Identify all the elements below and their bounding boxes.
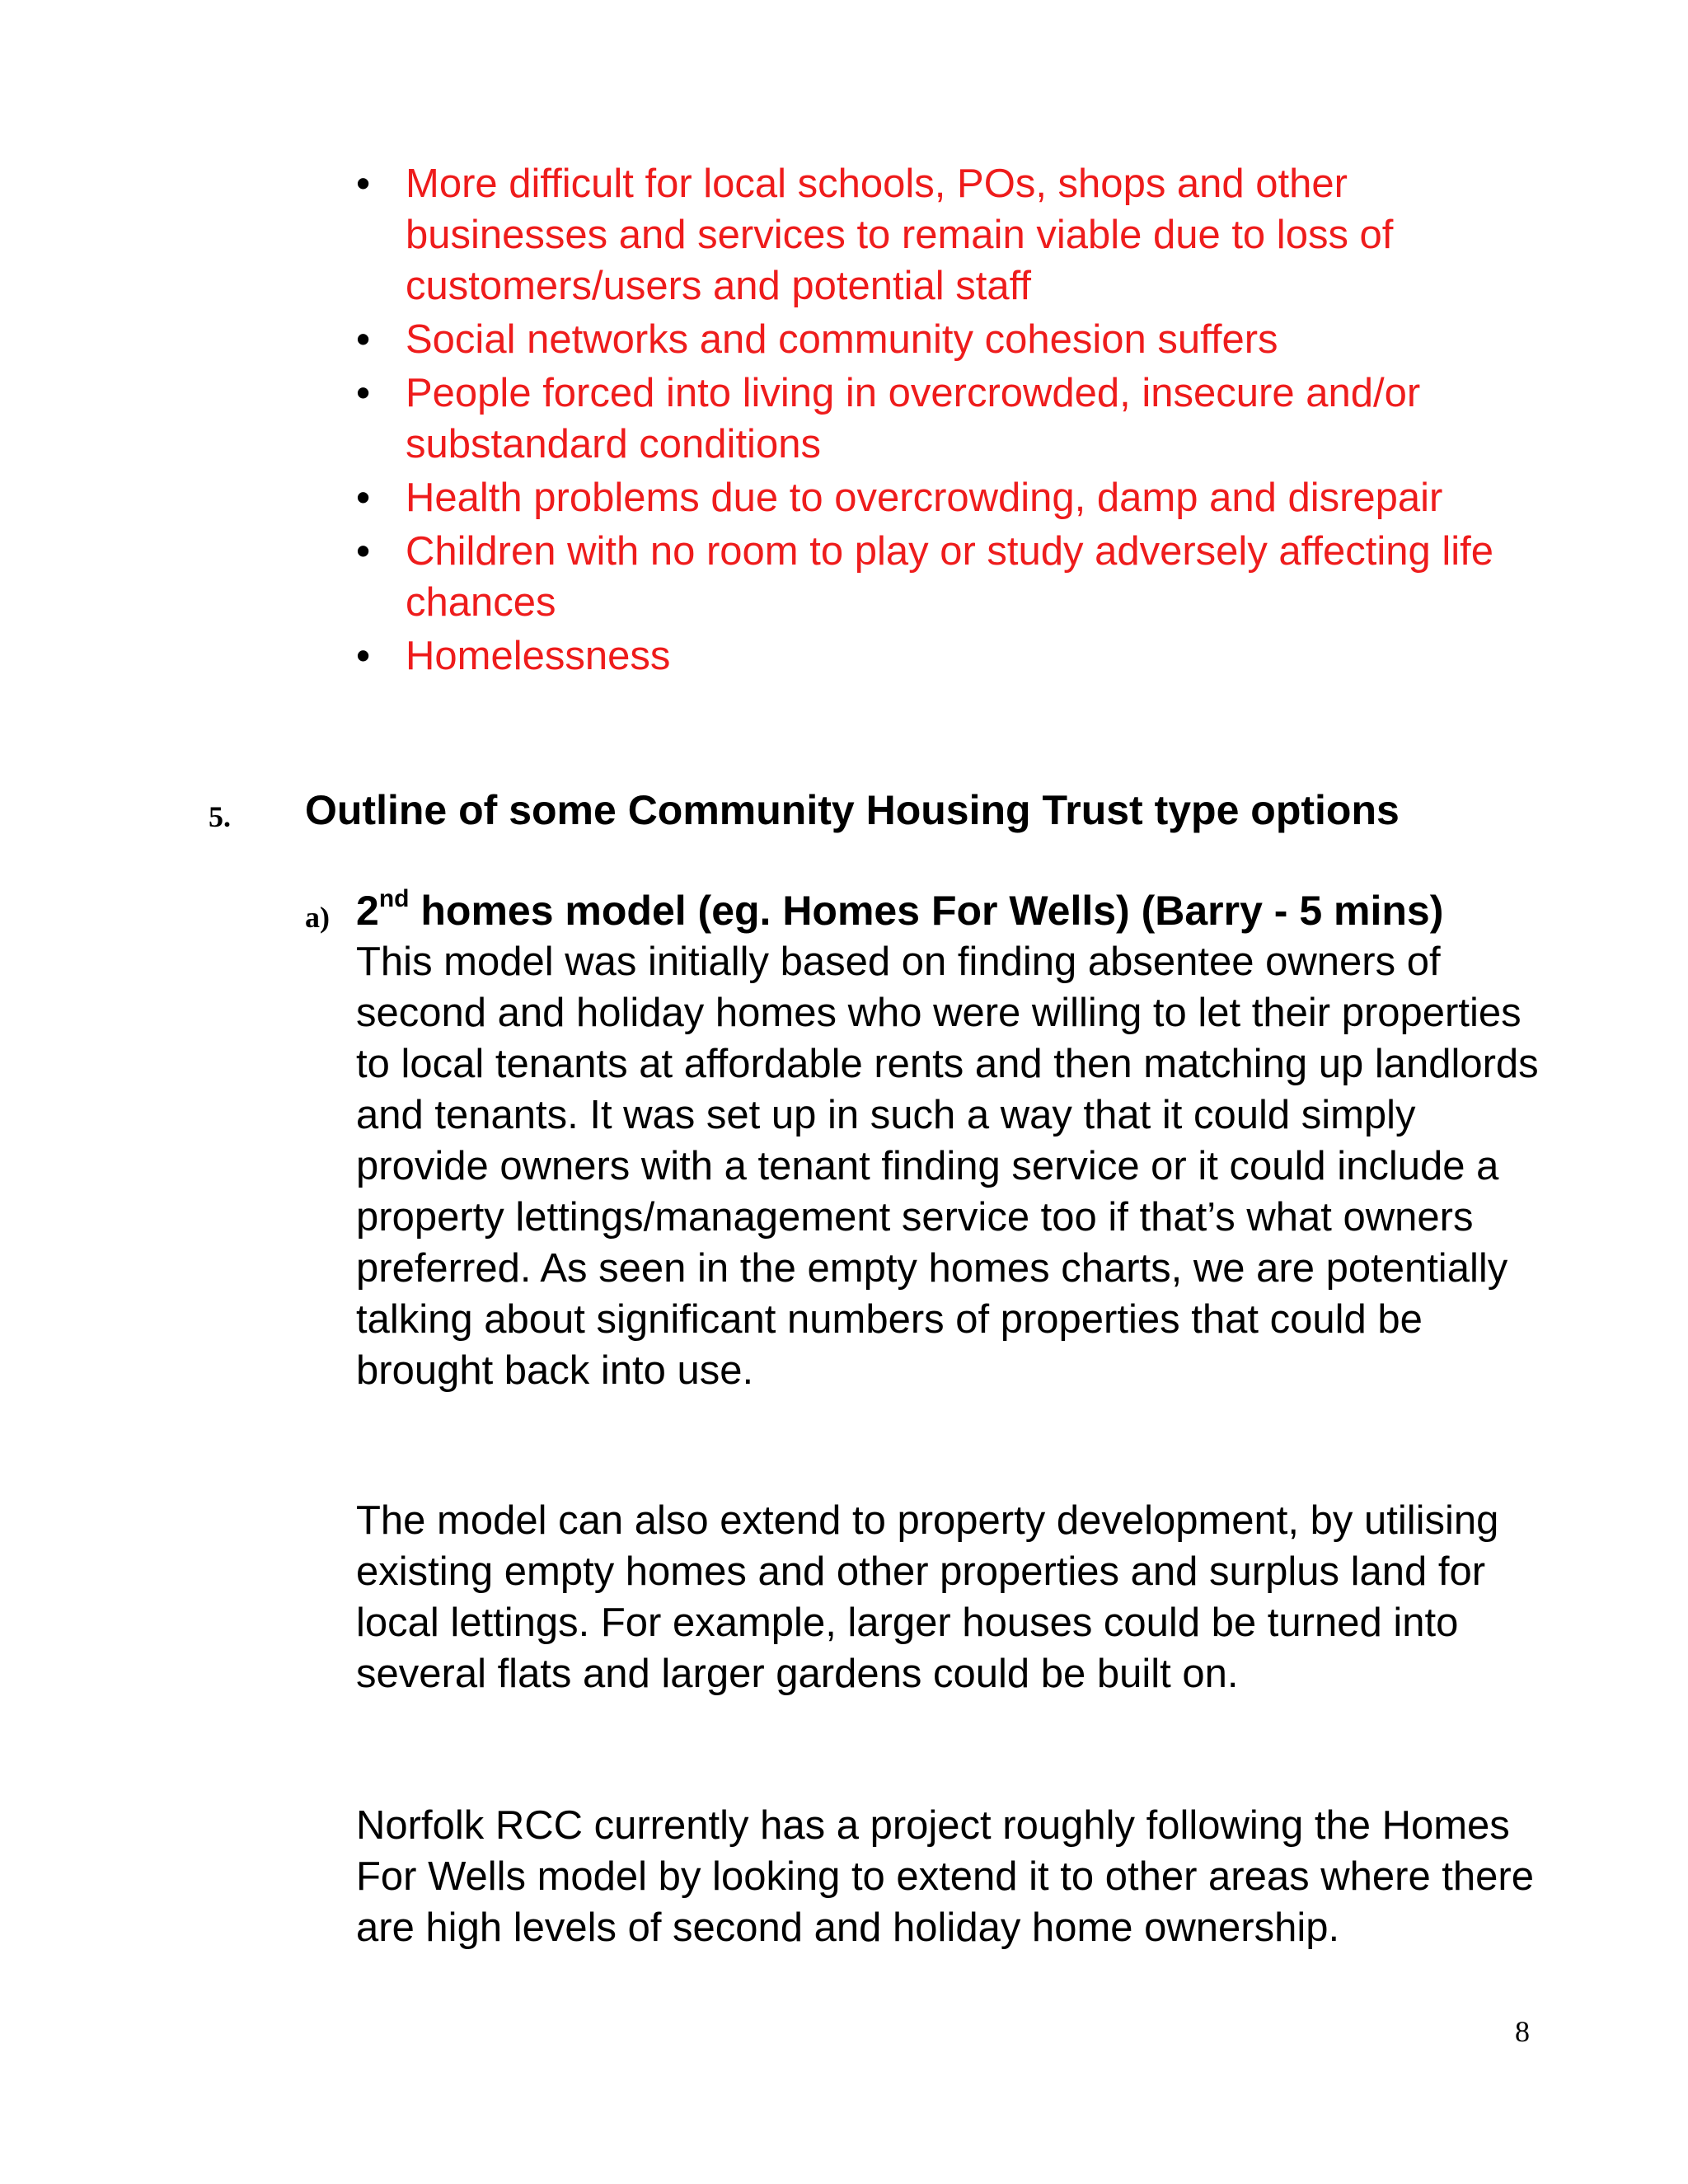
bullet-dot-icon: •: [356, 317, 371, 362]
bullet-item: [354, 158, 1550, 312]
bullet-dot-icon: •: [356, 634, 371, 678]
bullet-text: People forced into living in overcrowded, insecure and/or substandard conditions: [406, 371, 1421, 466]
bullet-text: Homelessness: [406, 634, 671, 678]
bullet-text: Social networks and community cohesion suffers: [406, 317, 1278, 362]
section-number: 5.: [209, 800, 231, 833]
impact-bullet-list: [354, 158, 1550, 684]
bullet-item: [354, 314, 1550, 365]
subsection-heading: [356, 885, 1443, 936]
subsection-heading-superscript: nd: [378, 885, 410, 912]
bullet-text: Children with no room to play or study adversely affecting life chances: [406, 529, 1494, 625]
body-paragraph-1: This model was initially based on finding absentee owners of second and holiday homes who were willing to let their properties to local tenants at affordable rents and then matching up landlords and tenants. It was set up in such a way that it could simply provide owners with a tenant finding service or it could include a property lettings/management service too if that’s what owners preferred. As seen in the empty homes charts, we are potentially talking about significant numbers of properties that could be brought back into use.: [356, 940, 1539, 1393]
bullet-item: [354, 472, 1550, 523]
bullet-text: Health problems due to overcrowding, damp and disrepair: [406, 476, 1443, 520]
bullet-dot-icon: •: [356, 371, 371, 415]
bullet-item: [354, 526, 1550, 628]
bullet-item: [354, 630, 1550, 682]
subsection-heading-prefix: 2: [356, 888, 379, 934]
body-paragraph-2: The model can also extend to property development, by utilising existing empty homes and other properties and surplus land for local lettings. For example, larger houses could be turned into several flats and larger gardens could be built on.: [356, 1498, 1499, 1696]
bullet-text: More difficult for local schools, POs, shops and other businesses and services to remain viable due to loss of customers/users and potential staff: [406, 162, 1394, 308]
section-title: Outline of some Community Housing Trust type options: [305, 787, 1400, 833]
page-number: 8: [1515, 2015, 1530, 2048]
subsection-letter: a): [305, 901, 330, 934]
bullet-dot-icon: •: [356, 529, 371, 574]
bullet-dot-icon: •: [356, 162, 371, 206]
subsection-heading-rest: homes model (eg. Homes For Wells) (Barry - 5 mins): [409, 888, 1444, 934]
bullet-dot-icon: •: [356, 476, 371, 520]
body-paragraph-3: Norfolk RCC currently has a project roughly following the Homes For Wells model by looking to extend it to other areas where there are high levels of second and holiday home ownership.: [356, 1803, 1534, 1950]
bullet-item: [354, 368, 1550, 470]
